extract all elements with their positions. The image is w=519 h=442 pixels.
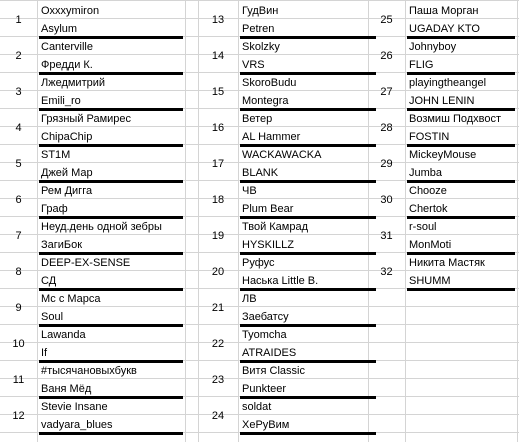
- participant-name-top[interactable]: ЛВ: [242, 293, 257, 305]
- participant-name-bottom[interactable]: Ваня Мёд: [41, 383, 92, 395]
- participant-name-bottom[interactable]: Джей Мар: [41, 167, 93, 179]
- participant-number[interactable]: 23: [211, 374, 225, 386]
- participant-number[interactable]: 12: [12, 410, 25, 422]
- participant-name-top[interactable]: playingtheangel: [409, 77, 487, 89]
- participant-name-bottom[interactable]: ChipaChip: [41, 131, 93, 143]
- gridline-vertical: [185, 0, 186, 442]
- participant-name-bottom[interactable]: Soul: [41, 311, 64, 323]
- participant-name-top[interactable]: WACKAWACKA: [242, 149, 322, 161]
- participant-name-bottom[interactable]: UGADAY KTO: [409, 23, 480, 35]
- participant-number[interactable]: 27: [380, 86, 393, 98]
- participant-name-bottom[interactable]: Граф: [41, 203, 68, 215]
- participant-number[interactable]: 25: [380, 14, 393, 26]
- participant-number[interactable]: 18: [211, 194, 225, 206]
- participant-name-bottom[interactable]: SHUMM: [409, 275, 451, 287]
- participant-number[interactable]: 15: [211, 86, 225, 98]
- participant-number[interactable]: 26: [380, 50, 393, 62]
- participant-name-bottom[interactable]: Emili_ro: [41, 95, 81, 107]
- pair-separator-line: [240, 432, 376, 435]
- participant-number[interactable]: 7: [15, 230, 22, 242]
- participant-name-top[interactable]: SkoroBudu: [242, 77, 297, 89]
- participant-name-top[interactable]: ST1M: [41, 149, 71, 161]
- participant-number[interactable]: 11: [12, 374, 25, 386]
- participant-name-top[interactable]: Витя Classic: [242, 365, 305, 377]
- participant-name-top[interactable]: Johnyboy: [409, 41, 457, 53]
- participant-name-top[interactable]: Canterville: [41, 41, 93, 53]
- pair-separator-line: [39, 432, 183, 435]
- participant-name-top[interactable]: Stevie Insane: [41, 401, 108, 413]
- participant-name-bottom[interactable]: Montegra: [242, 95, 289, 107]
- participant-number[interactable]: 14: [211, 50, 225, 62]
- participant-number[interactable]: 4: [15, 122, 22, 134]
- participant-name-bottom[interactable]: FLIG: [409, 59, 434, 71]
- participant-name-top[interactable]: Паша Морган: [409, 5, 479, 17]
- participant-name-bottom[interactable]: Punkteer: [242, 383, 287, 395]
- participant-name-top[interactable]: Skolzky: [242, 41, 280, 53]
- participant-name-bottom[interactable]: BLANK: [242, 167, 279, 179]
- participant-name-bottom[interactable]: VRS: [242, 59, 265, 71]
- participant-number[interactable]: 10: [12, 338, 25, 350]
- participant-name-top[interactable]: ЧВ: [242, 185, 257, 197]
- participant-name-bottom[interactable]: Jumba: [409, 167, 443, 179]
- participant-name-bottom[interactable]: Наська Little B.: [242, 275, 319, 287]
- participant-name-bottom[interactable]: СД: [41, 275, 57, 287]
- participant-name-bottom[interactable]: ЗагиБок: [41, 239, 83, 251]
- participant-number[interactable]: 21: [211, 302, 225, 314]
- participant-number[interactable]: 1: [15, 14, 22, 26]
- participant-number[interactable]: 30: [380, 194, 393, 206]
- participant-name-top[interactable]: ГудВин: [242, 5, 279, 17]
- participant-name-top[interactable]: Возмиш Подхвост: [409, 113, 502, 125]
- participant-number[interactable]: 16: [211, 122, 225, 134]
- participant-name-top[interactable]: Никита Мастяк: [409, 257, 485, 269]
- participant-name-bottom[interactable]: vadyara_blues: [41, 419, 113, 431]
- participant-name-top[interactable]: r-soul: [409, 221, 437, 233]
- participant-name-top[interactable]: Лжедмитрий: [41, 77, 106, 89]
- participant-name-top[interactable]: Oxxxymiron: [41, 5, 100, 17]
- participant-name-top[interactable]: #тысячановыхбукв: [41, 365, 137, 377]
- participant-name-bottom[interactable]: Petren: [242, 23, 275, 35]
- participant-name-top[interactable]: Tyomcha: [242, 329, 287, 341]
- pair-separator-line: [407, 288, 515, 291]
- participant-number[interactable]: 2: [15, 50, 22, 62]
- participant-name-top[interactable]: Грязный Рамирес: [41, 113, 132, 125]
- participant-number[interactable]: 6: [15, 194, 22, 206]
- participant-number[interactable]: 29: [380, 158, 393, 170]
- participant-name-bottom[interactable]: MonMoti: [409, 239, 452, 251]
- participant-number[interactable]: 20: [211, 266, 225, 278]
- participant-number[interactable]: 13: [211, 14, 225, 26]
- participant-name-top[interactable]: Неуд.день одной зебры: [41, 221, 162, 233]
- participant-name-bottom[interactable]: ХеРуВим: [242, 419, 290, 431]
- gridline-horizontal: [0, 0, 519, 1]
- participant-number[interactable]: 5: [15, 158, 22, 170]
- participant-name-top[interactable]: DEEP-EX-SENSE: [41, 257, 131, 269]
- participant-number[interactable]: 31: [380, 230, 393, 242]
- participant-number[interactable]: 28: [380, 122, 393, 134]
- participant-number[interactable]: 24: [211, 410, 225, 422]
- participant-name-bottom[interactable]: Chertok: [409, 203, 448, 215]
- participant-name-top[interactable]: soldat: [242, 401, 272, 413]
- participant-number[interactable]: 22: [211, 338, 225, 350]
- participant-number[interactable]: 8: [15, 266, 22, 278]
- participant-name-bottom[interactable]: Asylum: [41, 23, 78, 35]
- participant-name-top[interactable]: MickeyMouse: [409, 149, 477, 161]
- participant-name-bottom[interactable]: Фредди К.: [41, 59, 93, 71]
- participant-name-top[interactable]: Ветер: [242, 113, 273, 125]
- participant-number[interactable]: 19: [211, 230, 225, 242]
- participant-number[interactable]: 3: [15, 86, 22, 98]
- participant-name-top[interactable]: Chooze: [409, 185, 447, 197]
- participant-name-top[interactable]: Руфус: [242, 257, 275, 269]
- gridline-vertical: [517, 0, 518, 442]
- participant-name-bottom[interactable]: FOSTIN: [409, 131, 450, 143]
- participant-name-bottom[interactable]: Plum Bear: [242, 203, 294, 215]
- participant-name-top[interactable]: Рем Дигга: [41, 185, 93, 197]
- participant-name-top[interactable]: Lawanda: [41, 329, 86, 341]
- participant-number[interactable]: 32: [380, 266, 393, 278]
- participant-number[interactable]: 9: [15, 302, 22, 314]
- participant-name-bottom[interactable]: AL Hammer: [242, 131, 301, 143]
- participant-name-bottom[interactable]: ATRAIDES: [242, 347, 297, 359]
- participant-name-top[interactable]: Твой Камрад: [242, 221, 309, 233]
- participant-name-bottom[interactable]: JOHN LENIN: [409, 95, 475, 107]
- participant-name-bottom[interactable]: If: [41, 347, 48, 359]
- participant-number[interactable]: 17: [211, 158, 225, 170]
- participant-name-bottom[interactable]: Заебатсу: [242, 311, 289, 323]
- participant-name-top[interactable]: Мс с Марса: [41, 293, 101, 305]
- participant-name-bottom[interactable]: HYSKILLZ: [242, 239, 294, 251]
